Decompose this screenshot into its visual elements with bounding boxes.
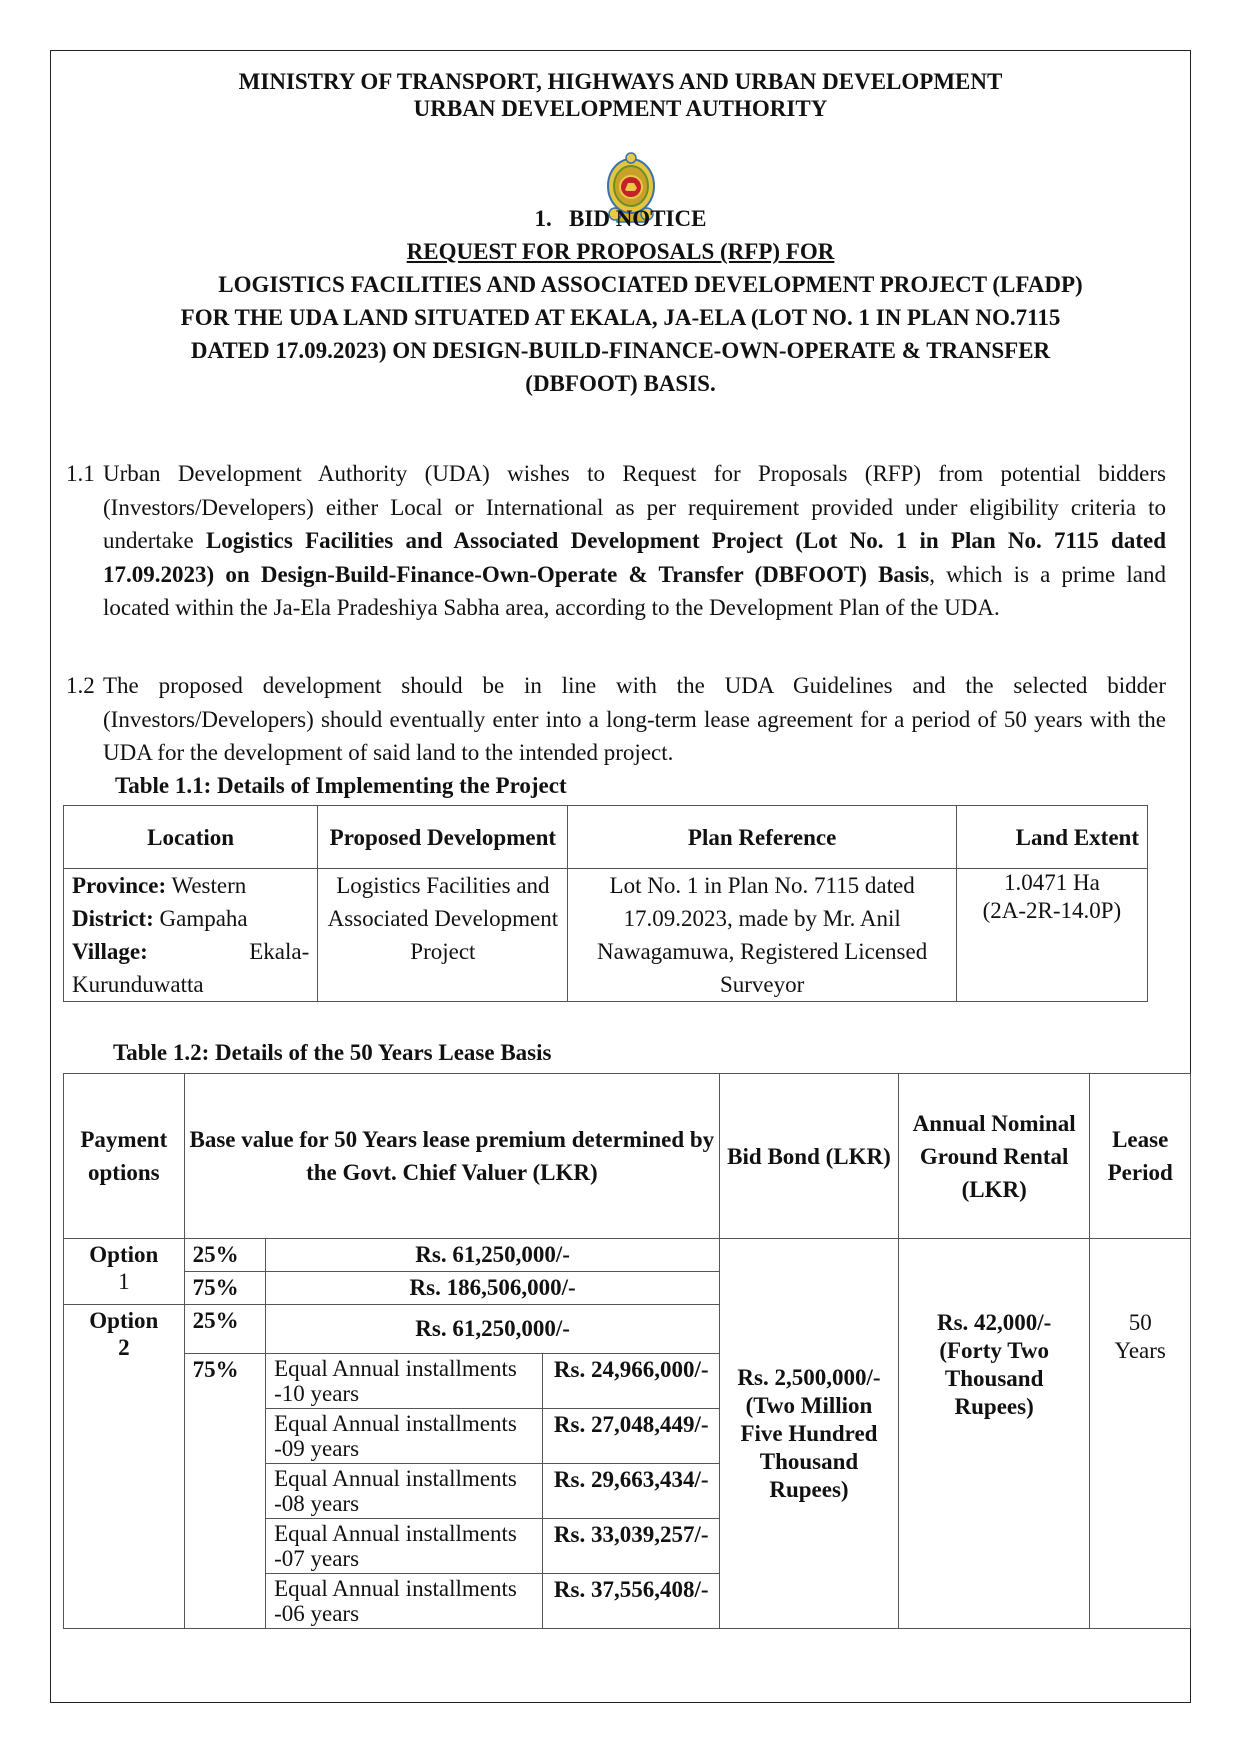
option-label: Option <box>89 1308 159 1333</box>
paragraph-number: 1.1 <box>66 461 95 486</box>
province-label: Province: <box>72 873 167 898</box>
paragraph-1-2 <box>66 669 1166 770</box>
ground-rental-amount: Rs. 42,000/- <box>936 1310 1052 1335</box>
project-details-table <box>63 805 1148 1002</box>
paragraph-1-1 <box>66 457 1166 625</box>
column-header-lease-period: Lease Period <box>1090 1074 1191 1239</box>
column-header-location: Location <box>64 806 318 869</box>
paragraph-text-bold: Logistics Facilities and Associated Development Project (Lot No. 1 in Plan No. 7115 dated 17.09.2023) on Design-Build-Finance-Own-Operate & Transfer (DBFOOT) Basis <box>103 528 1166 587</box>
table-1-2-caption: Table 1.2: Details of the 50 Years Lease Basis <box>113 1040 552 1065</box>
installment-amount: Rs. 29,663,434/- <box>543 1464 720 1519</box>
column-header-bid-bond: Bid Bond (LKR) <box>720 1074 899 1239</box>
ground-rental-cell <box>898 1239 1090 1629</box>
lease-period-value: 50 <box>1128 1310 1152 1335</box>
installment-label: Equal Annual installments -07 years <box>266 1519 543 1574</box>
land-extent-arp: (2A-2R-14.0P) <box>982 898 1122 923</box>
paragraph-text: The proposed development should be in line with the UDA Guidelines and the selected bidder (Investors/Developers) should eventually enter into a long-term lease agreement for a period of 50 years with the UDA for the development of said land to the intended project. <box>103 673 1166 765</box>
authority-title: URBAN DEVELOPMENT AUTHORITY <box>413 96 828 121</box>
land-extent-hectares: 1.0471 Ha <box>1003 870 1100 895</box>
installment-amount: Rs. 27,048,449/- <box>543 1409 720 1464</box>
option-label: Option <box>89 1242 159 1267</box>
village-label: Village: <box>72 939 148 964</box>
plan-reference-cell: Lot No. 1 in Plan No. 7115 dated 17.09.2023, made by Mr. Anil Nawagamuwa, Registered Licensed Surveyor <box>568 869 956 1002</box>
section-number: 1. <box>534 206 552 231</box>
project-title-line-1: LOGISTICS FACILITIES AND ASSOCIATED DEVELOPMENT PROJECT (LFADP) <box>218 272 1083 297</box>
bid-bond-words: (Two Million Five Hundred Thousand Rupees) <box>740 1392 878 1502</box>
proposed-development-cell: Logistics Facilities and Associated Development Project <box>318 869 568 1002</box>
column-header-payment-options: Payment options <box>64 1074 185 1239</box>
option-2-cell <box>64 1305 185 1629</box>
option-number: 1 <box>118 1269 130 1294</box>
installment-amount: Rs. 37,556,408/- <box>543 1574 720 1629</box>
lease-basis-table <box>63 1073 1191 1629</box>
column-header-proposed-development: Proposed Development <box>318 806 568 869</box>
percentage-cell: 75% <box>184 1272 265 1305</box>
paragraph-number: 1.2 <box>66 673 95 698</box>
option-1-cell <box>64 1239 185 1305</box>
percentage-cell: 25% <box>184 1305 265 1354</box>
installment-label: Equal Annual installments -08 years <box>266 1464 543 1519</box>
installment-amount: Rs. 24,966,000/- <box>543 1354 720 1409</box>
installment-label: Equal Annual installments -10 years <box>266 1354 543 1409</box>
paragraph-text <box>103 457 1166 625</box>
bid-bond-cell <box>720 1239 899 1629</box>
column-header-base-value: Base value for 50 Years lease premium determined by the Govt. Chief Valuer (LKR) <box>184 1074 719 1239</box>
installment-label: Equal Annual installments -06 years <box>266 1574 543 1629</box>
amount-cell: Rs. 61,250,000/- <box>266 1239 720 1272</box>
village-value: Ekala- <box>249 939 310 964</box>
lease-period-unit: Years <box>1114 1338 1166 1363</box>
column-header-plan-reference: Plan Reference <box>568 806 956 869</box>
district-label: District: <box>72 906 154 931</box>
ministry-title: MINISTRY OF TRANSPORT, HIGHWAYS AND URBAN DEVELOPMENT <box>238 69 1003 94</box>
table-header-row <box>64 806 1148 869</box>
table-row <box>64 869 1148 1002</box>
amount-cell: Rs. 61,250,000/- <box>266 1305 720 1354</box>
paragraph-text-plain: Urban Development Authority (UDA) wishes to Request for Proposals (RFP) from potential bidders (Investors/Developers) either Local or International as per requirement provided under eligibility criteria to undertake <box>103 461 1166 553</box>
bid-bond-amount: Rs. 2,500,000/- <box>737 1364 881 1390</box>
table-1-1-caption: Table 1.1: Details of Implementing the Project <box>115 773 567 798</box>
section-title: BID NOTICE <box>569 206 707 231</box>
bid-notice-heading <box>80 202 1161 235</box>
ground-rental-words: (Forty Two Thousand Rupees) <box>939 1338 1049 1419</box>
paragraph-text-plain: , which is a prime land located within the Ja-Ela Pradeshiya Sabha area, according to the Development Plan of the UDA. <box>103 561 1166 620</box>
installment-label: Equal Annual installments -09 years <box>266 1409 543 1464</box>
column-header-land-extent: Land Extent <box>956 806 1147 869</box>
installment-amount: Rs. 33,039,257/- <box>543 1519 720 1574</box>
project-title-line-4: (DBFOOT) BASIS. <box>525 371 716 396</box>
table-row <box>64 1239 1191 1272</box>
project-title-line-3: DATED 17.09.2023) ON DESIGN-BUILD-FINANCE-OWN-OPERATE & TRANSFER <box>190 338 1051 363</box>
village-value-cont: Kurunduwatta <box>72 972 204 997</box>
table-header-row <box>64 1074 1191 1239</box>
project-title-line-2: FOR THE UDA LAND SITUATED AT EKALA, JA-ELA (LOT NO. 1 IN PLAN NO.7115 <box>180 305 1061 330</box>
land-extent-cell <box>956 869 1147 1002</box>
percentage-cell: 75% <box>184 1354 265 1629</box>
district-value: Gampaha <box>159 906 248 931</box>
option-number: 2 <box>118 1335 130 1360</box>
percentage-cell: 25% <box>184 1239 265 1272</box>
lease-period-cell <box>1090 1239 1191 1629</box>
province-value: Western <box>171 873 247 898</box>
column-header-ground-rental: Annual Nominal Ground Rental (LKR) <box>898 1074 1090 1239</box>
rfp-heading: REQUEST FOR PROPOSALS (RFP) FOR <box>406 239 835 264</box>
location-cell <box>64 869 318 1002</box>
amount-cell: Rs. 186,506,000/- <box>266 1272 720 1305</box>
